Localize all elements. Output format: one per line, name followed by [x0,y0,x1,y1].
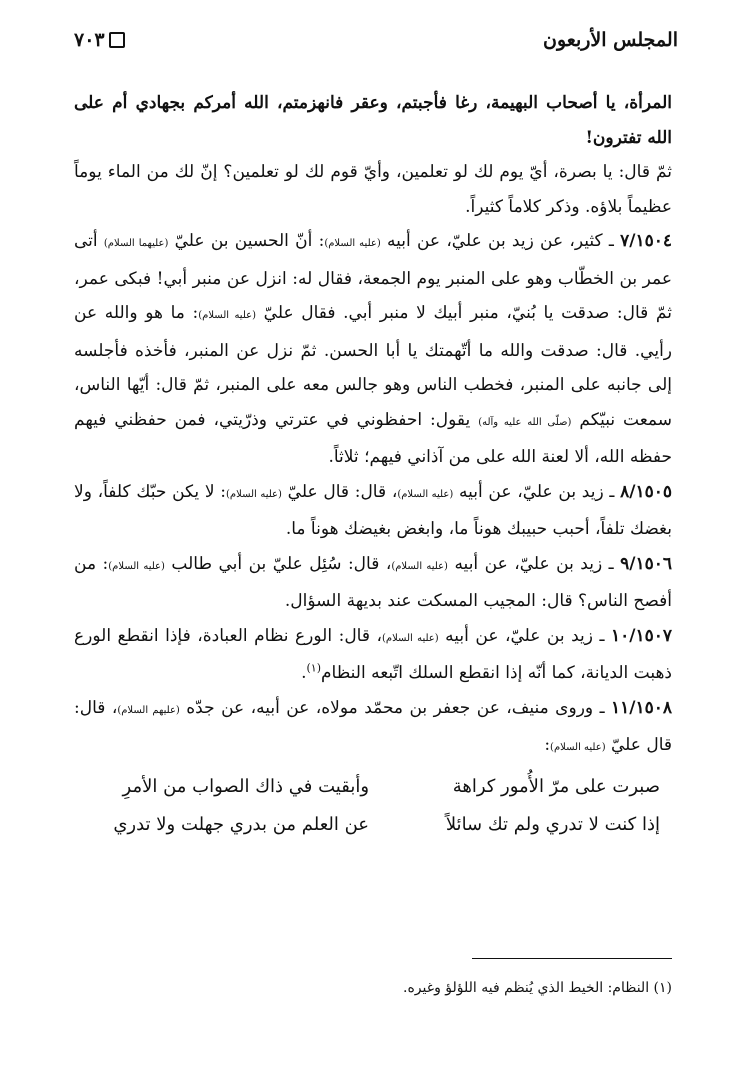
text-segment: ـ وروى منيف، عن جعفر بن محمّد مولاه، عن أبيه، عن جدّه [179,697,611,718]
text-segment: : من أفصح الناس؟ قال: المجيب المسكت عند بديهة السؤال. [74,553,672,611]
text-segment: ـ زيد بن عليّ، عن أبيه [438,625,611,646]
page-box-icon [109,32,125,48]
main-text [74,86,672,844]
text-segment: ـ زيد بن عليّ، عن أبيه [453,481,621,502]
honorific: (عليه السلام) [324,238,381,249]
page-number: ٧٠٣ [74,29,105,51]
footnote-ref: (١) [306,661,321,675]
text-segment: ، قال: قال عليّ [74,697,672,755]
paragraphs [74,86,672,766]
honorific: (عليه السلام) [397,488,454,500]
verses [74,768,672,844]
text-segment: : [544,735,551,755]
text-segment: ، قال: الورع نظام العبادة، فإذا انقطع الورع ذهبت الديانة، كما أنّه إذا انقطع السلك اتّبعه النظام [74,625,672,683]
honorific: (عليهم السلام) [117,704,180,716]
running-header [74,26,678,54]
honorific: (عليه السلام) [108,560,165,572]
honorific: (عليهما السلام) [103,238,169,249]
paragraph [74,547,672,619]
honorific: (عليه السلام) [391,560,448,572]
paragraph [74,155,672,224]
verse-first-hemistich: صبرت على مرّ الأُمور كراهة [452,775,660,797]
page-number-block [74,29,125,51]
text-segment: المرأة، يا أصحاب البهيمة، رغا فأجبتم، وعقر فانهزمتم، الله أمركم بجهادي أم على الله تفترون! [74,93,672,148]
text-segment: . [301,663,307,683]
text-segment: ثمّ قال: يا بصرة، أيّ يوم لك لو تعلمين، وأيّ قوم لك لو تعلمين؟ إنّ لك من الماء يوماً عظيماً بلاؤه. وذكر كلاماً كثيراً. [74,162,672,217]
verse-second-hemistich: عن العلم من بدري جهلت ولا تدري [113,813,370,835]
text-segment: ـ زيد بن عليّ، عن أبيه [447,553,621,574]
text-segment: ـ كثير، عن زيد بن عليّ، عن أبيه [380,231,621,251]
text-segment: أتى عمر بن الخطّاب وهو على المنبر يوم الجمعة، فقال له: انزل عن منبر أبي! فبكى عمر، ثمّ قال: صدقت يا بُنيّ، منبر أبيك لا منبر أبي. فقال عليّ [74,231,672,323]
paragraph [74,86,672,155]
text-segment: ، قال: سُئِل عليّ بن أبي طالب [164,553,392,574]
verse-first-hemistich: إذا كنت لا تدري ولم تك سائلاً [445,813,660,835]
chapter-title: المجلس الأربعون [543,29,678,51]
verse-line [74,768,672,806]
text-segment: : ما هو والله عن رأيي. قال: صدقت والله ما أتّهمتك يا أبا الحسن. ثمّ نزل عن المنبر، فأخذه فأجلسه إلى جانبه على المنبر، فخطب الناس وهو جالس معه على المنبر، ثمّ قال: أيّها الناس، سمعت نبيّكم [74,303,672,430]
honorific: (صلّى الله عليه وآله) [478,416,572,428]
footnote: (١) النظام: الخيط الذي يُنظم فيه اللؤلؤ وغيره. [403,980,672,996]
honorific: (عليه السلام) [198,310,257,321]
hadith-number: ٧/١٥٠٤ [620,231,673,251]
honorific: (عليه السلام) [381,632,439,644]
paragraph [74,691,672,766]
paragraph [74,475,672,547]
paragraph [74,619,672,691]
text-segment: ، قال: قال عليّ [281,481,398,502]
verse-second-hemistich: وأبقيت في ذاك الصواب من الأمرِ [122,775,370,797]
hadith-number: ٨/١٥٠٥ [620,481,672,502]
hadith-number: ١١/١٥٠٨ [611,697,672,718]
honorific: (عليه السلام) [226,488,282,500]
honorific: (عليه السلام) [550,742,606,753]
footnote-divider [472,958,672,959]
text-segment: يقول: احفظوني في عترتي وذرّيتي، فمن حفظني فيهم حفظه الله، ألا لعنة الله على من آذاني فيهم؛ ثلاثاً. [74,409,672,467]
text-segment: : أنّ الحسين بن عليّ [168,231,325,251]
verse-line [74,806,672,844]
paragraph [74,224,672,475]
text-segment: : لا يكن حبّك كلفاً، ولا بغضك تلفاً، أحبب حبيبك هوناً ما، وابغض بغيضك هوناً ما. [74,481,672,539]
hadith-number: ٩/١٥٠٦ [620,553,673,574]
hadith-number: ١٠/١٥٠٧ [611,625,672,646]
